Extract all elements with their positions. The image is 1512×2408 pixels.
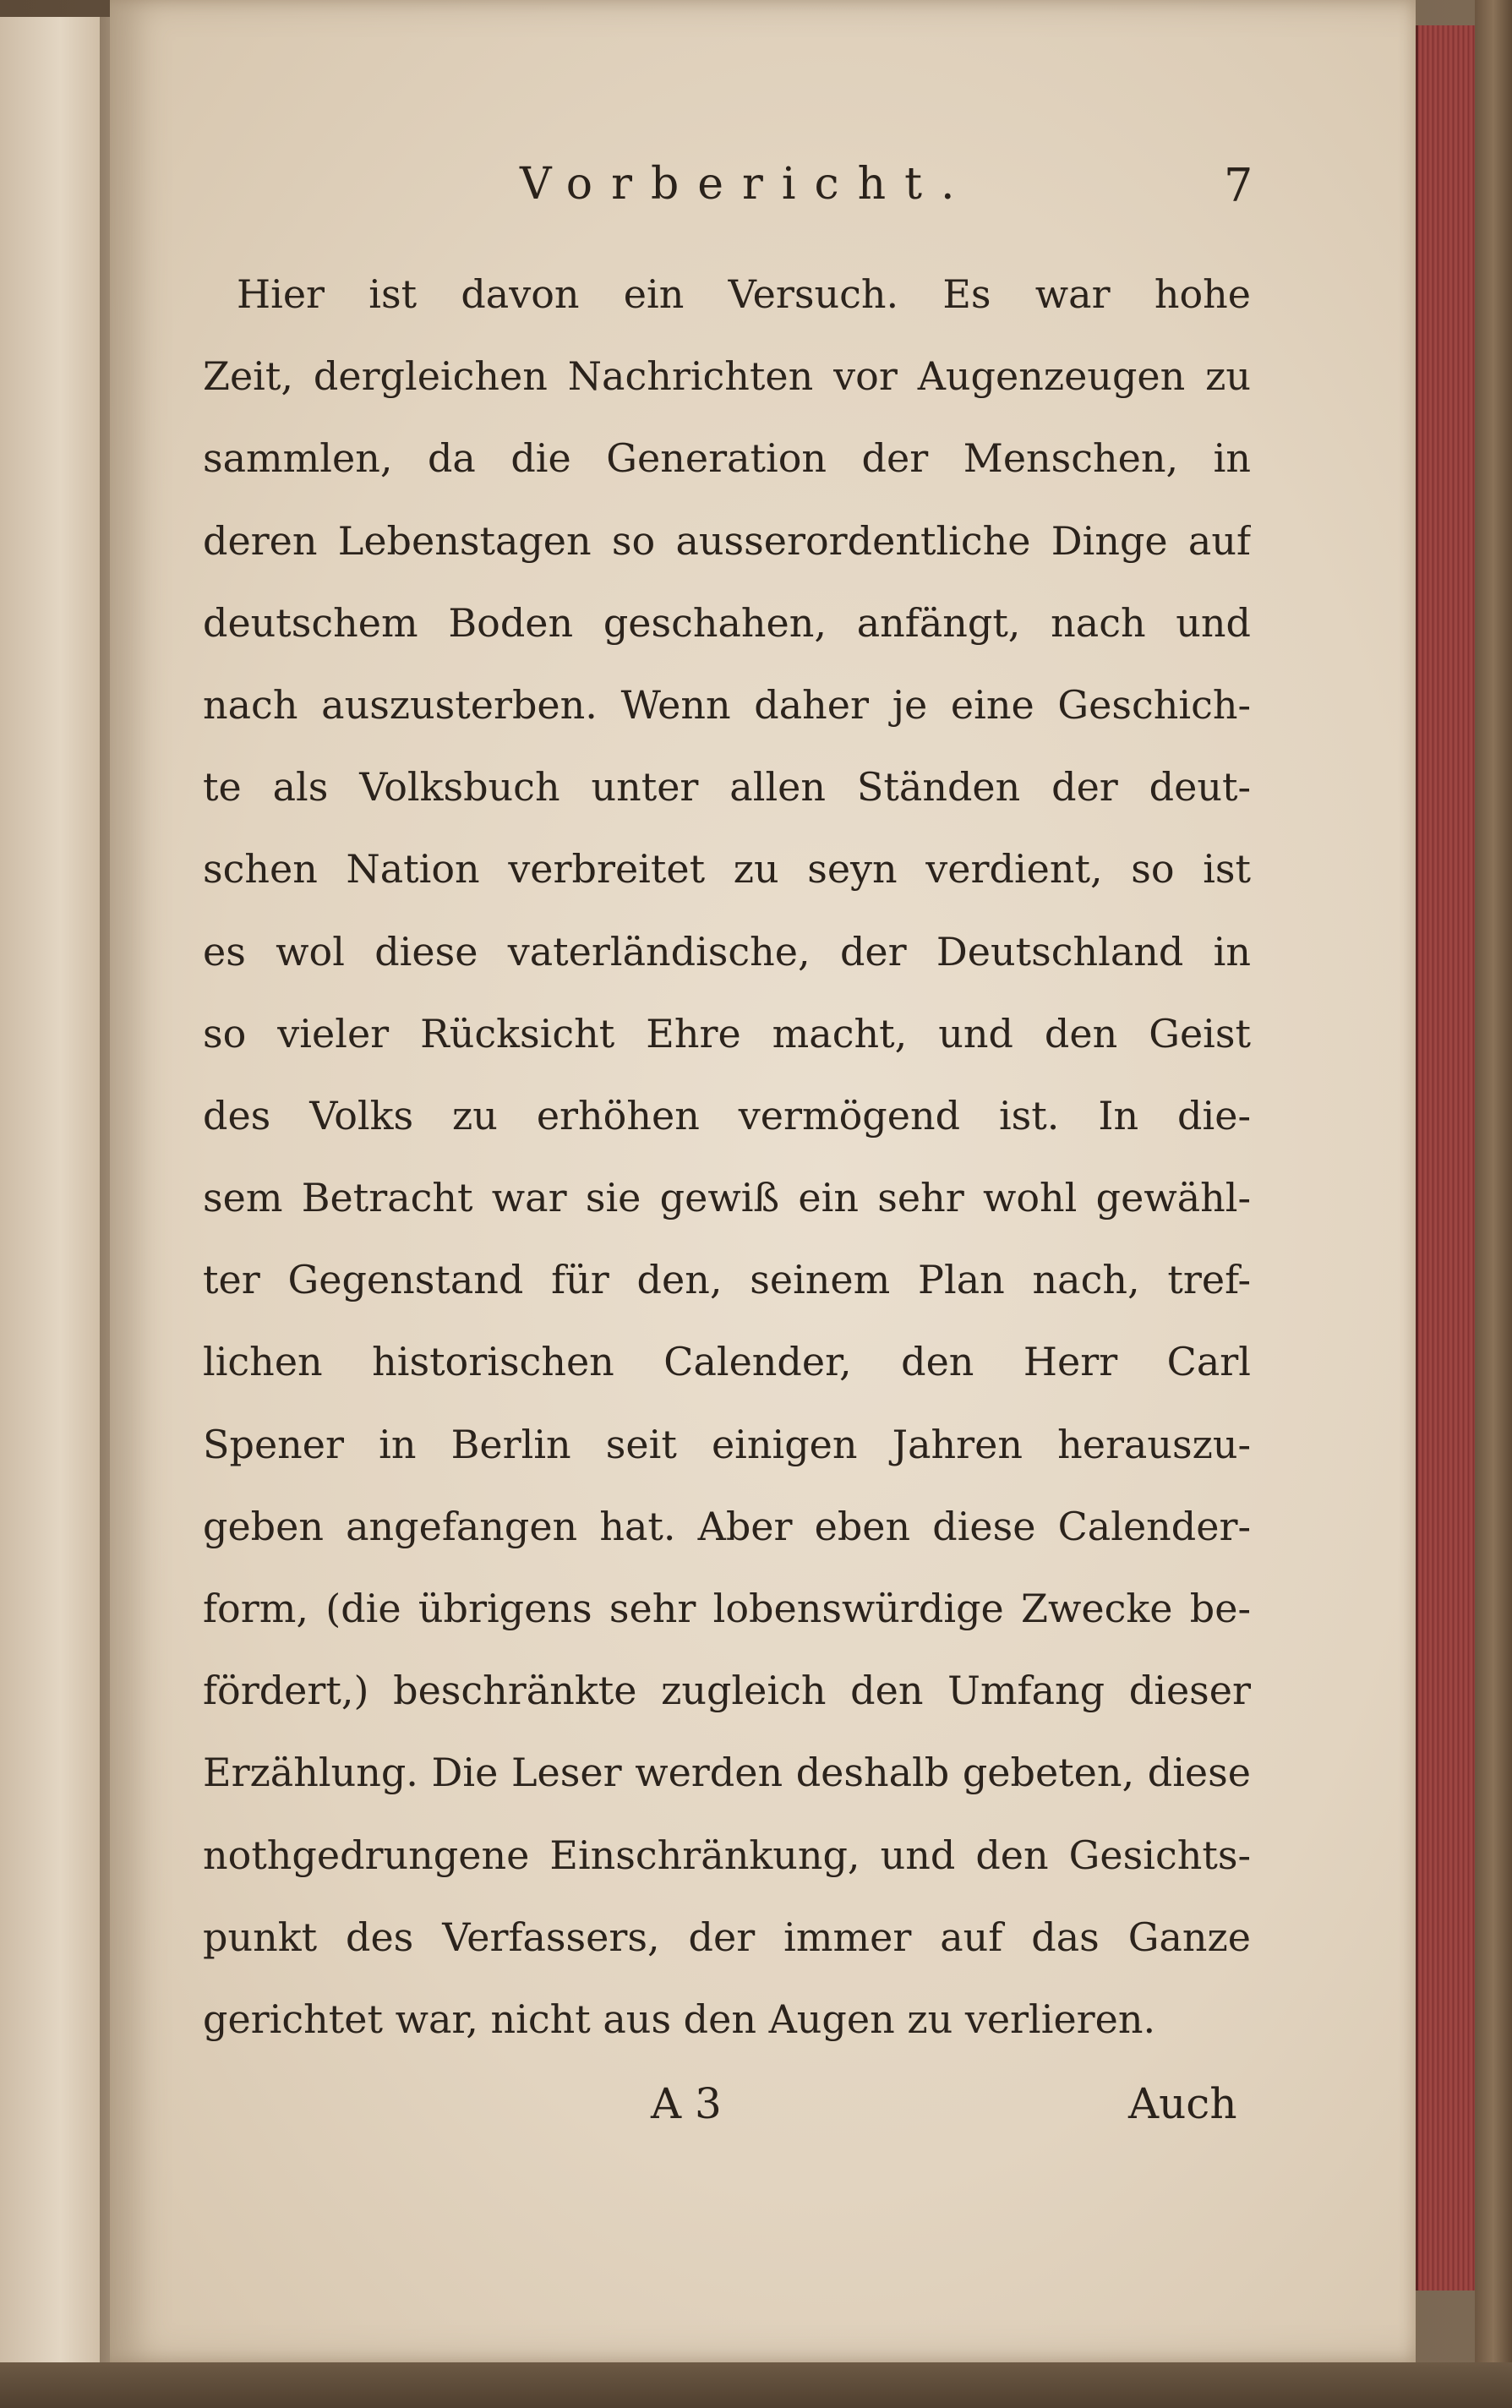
left-page-edge: [0, 17, 112, 2375]
book-bottom-board: [0, 2362, 1512, 2408]
text-line: Zeit, dergleichen Nachrichten vor Augenzeugen zu: [203, 353, 1251, 400]
text-line: lichen historischen Calender, den Herr Carl: [203, 1339, 1251, 1385]
body-text: [203, 254, 1251, 2061]
text-line: form, (die übrigens sehr lobenswürdige Zwecke be-: [203, 1586, 1251, 1631]
running-head: Vorbericht.: [520, 159, 974, 210]
text-line: nach auszusterben. Wenn daher je eine Geschich-: [203, 681, 1251, 728]
text-line: schen Nation verbreitet zu seyn verdient, so ist: [203, 846, 1251, 893]
signature-mark: A 3: [651, 2079, 722, 2128]
text-line: deutschem Boden geschahen, anfängt, nach und: [203, 599, 1251, 646]
text-line: es wol diese vaterländische, der Deutschland in: [203, 928, 1251, 975]
text-line: sem Betracht war sie gewiß ein sehr wohl gewähl-: [203, 1175, 1251, 1221]
text-line: Hier ist davon ein Versuch. Es war hohe: [237, 271, 1251, 317]
text-line: so vieler Rücksicht Ehre macht, und den Geist: [203, 1010, 1251, 1057]
text-line: te als Volksbuch unter allen Ständen der deut-: [203, 764, 1251, 811]
text-line: ter Gegenstand für den, seinem Plan nach, tref-: [203, 1257, 1251, 1303]
text-line: nothgedrungene Einschränkung, und den Gesichts-: [203, 1832, 1251, 1878]
text-line: Spener in Berlin seit einigen Jahren herauszu-: [203, 1421, 1251, 1467]
text-line: gerichtet war, nicht aus den Augen zu verlieren.: [203, 1996, 1156, 2042]
text-line: punkt des Verfassers, der immer auf das Ganze: [203, 1914, 1251, 1960]
text-line: deren Lebenstagen so ausserordentliche Dinge auf: [203, 517, 1251, 564]
text-line: fördert,) beschränkte zugleich den Umfang dieser: [203, 1668, 1251, 1714]
book-cover-edge: [1475, 0, 1512, 2408]
red-page-edges: [1416, 25, 1477, 2291]
page-number: 7: [1224, 159, 1253, 212]
text-line: Erzählung. Die Leser werden deshalb gebeten, diese: [203, 1750, 1251, 1796]
text-line: des Volks zu erhöhen vermögend ist. In die-: [203, 1092, 1251, 1138]
text-line: geben angefangen hat. Aber eben diese Calender-: [203, 1503, 1251, 1549]
catchword: Auch: [1128, 2079, 1237, 2128]
text-line: sammlen, da die Generation der Menschen, in: [203, 435, 1251, 482]
